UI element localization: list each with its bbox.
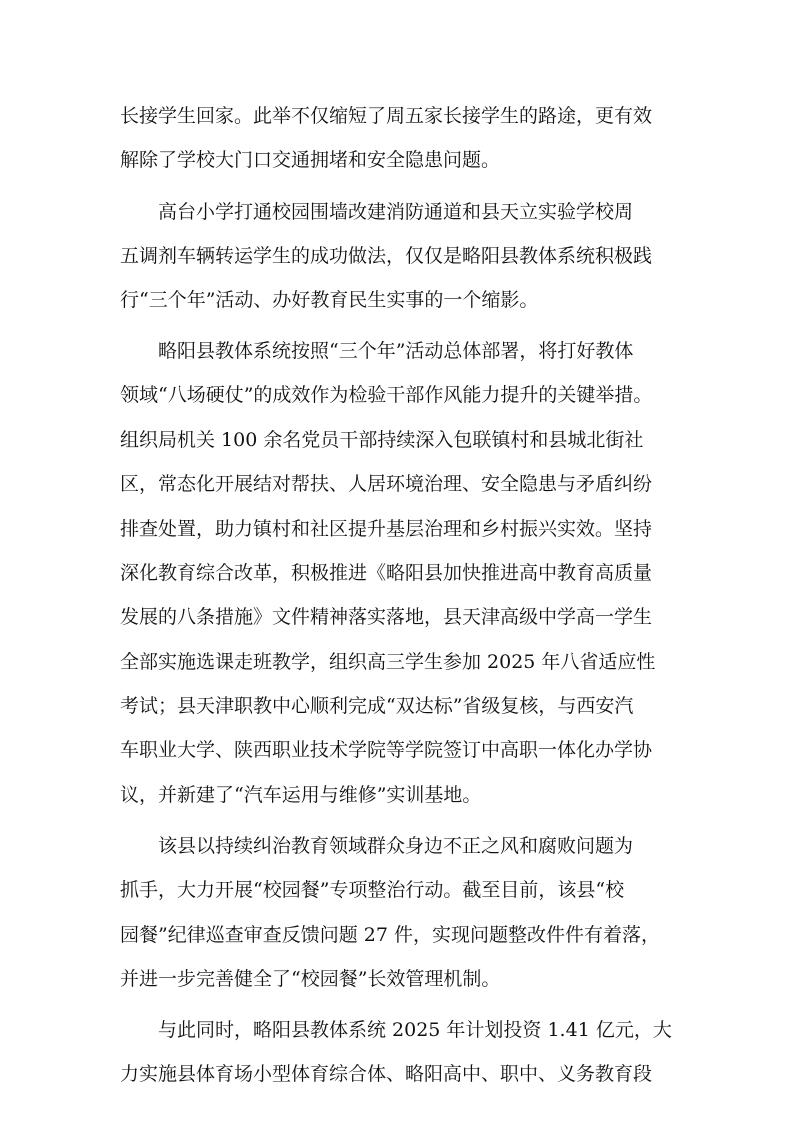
text-line: 长接学生回家。此举不仅缩短了周五家长接学生的路途，更有效 bbox=[120, 105, 653, 127]
text-line: 行“三个年”活动、办好教育民生实事的一个缩影。 bbox=[120, 289, 539, 311]
text-line: 议，并新建了“汽车运用与维修”实训基地。 bbox=[120, 784, 482, 806]
paragraph-start-line: 该县以持续纠治教育领域群众身边不正之风和腐败问题为 bbox=[158, 835, 634, 857]
text-line: 抓手，大力开展“校园餐”专项整治行动。截至目前，该县“校 bbox=[120, 879, 625, 901]
text-line: 车职业大学、陕西职业技术学院等学院签订中高职一体化办学协 bbox=[120, 739, 653, 761]
paragraph-start-line: 略阳县教体系统按照“三个年”活动总体部署，将打好教体 bbox=[158, 340, 634, 362]
paragraph-start-line: 高台小学打通校园围墙改建消防通道和县天立实验学校周 bbox=[158, 201, 634, 223]
text-line: 发展的八条措施》文件精神落实落地，县天津高级中学高一学生 bbox=[120, 606, 653, 628]
text-line: 排查处置，助力镇村和社区提升基层治理和乡村振兴实效。坚持 bbox=[120, 518, 653, 540]
text-line: 组织局机关 100 余名党员干部持续深入包联镇村和县城北街社 bbox=[120, 429, 644, 451]
text-line: 区，常态化开展结对帮扶、人居环境治理、安全隐患与矛盾纠纷 bbox=[120, 473, 653, 495]
text-line: 全部实施选课走班教学，组织高三学生参加 2025 年八省适应性 bbox=[120, 651, 656, 673]
text-line: 园餐”纪律巡查审查反馈问题 27 件，实现问题整改件件有着落， bbox=[120, 924, 660, 946]
text-line: 深化教育综合改革，积极推进《略阳县加快推进高中教育高质量 bbox=[120, 562, 653, 584]
text-line: 并进一步完善健全了“校园餐”长效管理机制。 bbox=[120, 968, 501, 990]
paragraph-start-line: 与此同时，略阳县教体系统 2025 年计划投资 1.41 亿元，大 bbox=[158, 1019, 672, 1041]
text-line: 解除了学校大门口交通拥堵和安全隐患问题。 bbox=[120, 149, 501, 171]
text-line: 领域“八场硬仗”的成效作为检验干部作风能力提升的关键举措。 bbox=[120, 384, 653, 406]
text-line: 考试；县天津职教中心顺利完成“双达标”省级复核，与西安汽 bbox=[120, 695, 634, 717]
text-line: 力实施县体育场小型体育综合体、略阳高中、职中、义务教育段 bbox=[120, 1063, 653, 1085]
text-line: 五调剂车辆转运学生的成功做法，仅仅是略阳县教体系统积极践 bbox=[120, 245, 653, 267]
